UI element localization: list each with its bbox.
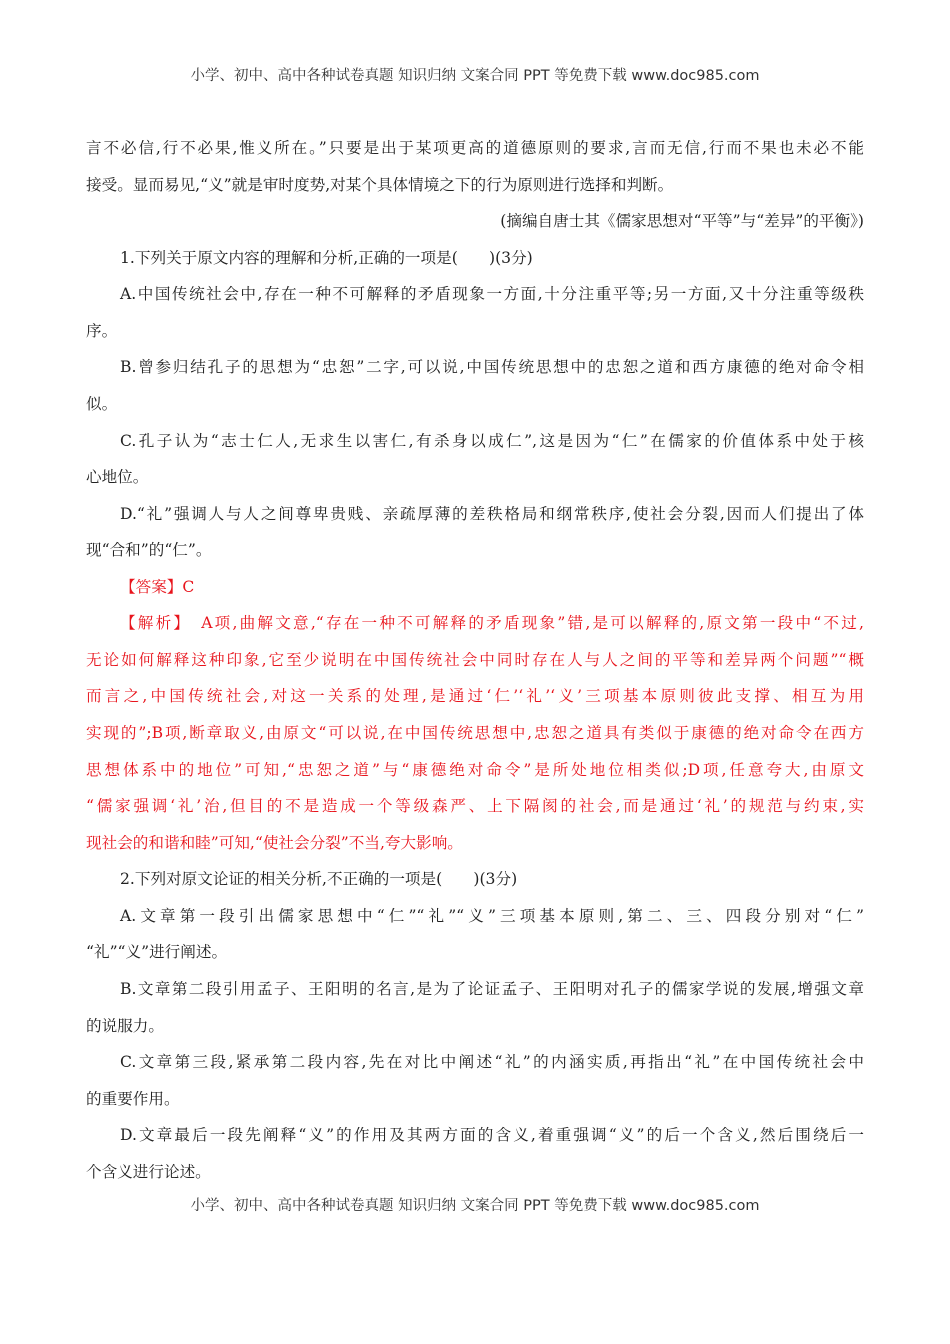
q2-option-c: C.文章第三段,紧承第二段内容,先在对比中阐述“礼”的内涵实质,再指出“礼”在中国传统社会中 — [120, 1053, 864, 1072]
analysis-line: 【解析】 A项,曲解文意,“存在一种不可解释的矛盾现象”错,是可以解释的,原文第一段中“不过, — [120, 614, 864, 633]
analysis-line: 思想体系中的地位”可知,“忠恕之道”与“康德绝对命令”是所处地位相类似;D项,任意夸大,由原文 — [86, 760, 864, 779]
q1-option-a-cont: 序。 — [86, 321, 118, 340]
answer: 【答案】C — [120, 577, 195, 596]
q2-option-a: A.文章第一段引出儒家思想中“仁”“礼”“义”三项基本原则,第二、三、四段分别对“仁” — [120, 906, 864, 925]
question-1: 1.下列关于原文内容的理解和分析,正确的一项是( )(3分) — [120, 248, 533, 267]
q1-option-b: B.曾参归结孔子的思想为“忠恕”二字,可以说,中国传统思想中的忠恕之道和西方康德的绝对命令相 — [120, 358, 864, 377]
q1-option-a: A.中国传统社会中,存在一种不可解释的矛盾现象一方面,十分注重平等;另一方面,又十分注重等级秩 — [120, 285, 864, 304]
analysis-line: 无论如何解释这种印象,它至少说明在中国传统社会中同时存在人与人之间的平等和差异两个问题”“概 — [86, 650, 864, 669]
source-citation: (摘编自唐士其《儒家思想对“平等”与“差异”的平衡》) — [500, 212, 864, 231]
passage-line: 言不必信,行不必果,惟义所在。”只要是出于某项更高的道德原则的要求,言而无信,行而不果也未必不能 — [86, 139, 864, 157]
q2-option-a-cont: “礼”“义”进行阐述。 — [86, 943, 228, 962]
q1-option-d: D.“礼”强调人与人之间尊卑贵贱、亲疏厚薄的差秩格局和纲常秩序,使社会分裂,因而人们提出了体 — [120, 504, 864, 523]
q1-option-d-cont: 现“合和”的“仁”。 — [86, 541, 212, 560]
q2-option-d-cont: 个含义进行论述。 — [86, 1162, 211, 1181]
q1-option-c-cont: 心地位。 — [86, 468, 149, 487]
q1-option-c: C.孔子认为“志士仁人,无求生以害仁,有杀身以成仁”,这是因为“仁”在儒家的价值体系中处于核 — [120, 431, 864, 450]
analysis-line: 实现的”;B项,断章取义,由原文“可以说,在中国传统思想中,忠恕之道具有类似于康德的绝对命令在西方 — [86, 724, 864, 742]
page-header: 小学、初中、高中各种试卷真题 知识归纳 文案合同 PPT 等免费下载 www.doc985.com — [190, 68, 760, 84]
analysis-line: 现社会的和谐和睦”可知,“使社会分裂”不当,夸大影响。 — [86, 833, 463, 852]
passage-line: 接受。显而易见,“义”就是审时度势,对某个具体情境之下的行为原则进行选择和判断。 — [86, 175, 674, 194]
page-footer: 小学、初中、高中各种试卷真题 知识归纳 文案合同 PPT 等免费下载 www.doc985.com — [190, 1198, 760, 1214]
q1-option-b-cont: 似。 — [86, 394, 118, 413]
q2-option-d: D.文章最后一段先阐释“义”的作用及其两方面的含义,着重强调“义”的后一个含义,然后围绕后一 — [120, 1126, 864, 1145]
q2-option-b: B.文章第二段引用孟子、王阳明的名言,是为了论证孟子、王阳明对孔子的儒家学说的发展,增强文章 — [120, 979, 864, 998]
q2-option-c-cont: 的重要作用。 — [86, 1089, 180, 1108]
analysis-line: 而言之,中国传统社会,对这一关系的处理,是通过‘仁’‘礼’‘义’三项基本原则彼此支撑、相互为用 — [86, 687, 864, 706]
analysis-line: “儒家强调‘礼’治,但目的不是造成一个等级森严、上下隔阂的社会,而是通过‘礼’的规范与约束,实 — [86, 797, 864, 816]
q2-option-b-cont: 的说服力。 — [86, 1016, 164, 1035]
document-body — [86, 130, 864, 1190]
question-2: 2.下列对原文论证的相关分析,不正确的一项是( )(3分) — [120, 870, 518, 889]
